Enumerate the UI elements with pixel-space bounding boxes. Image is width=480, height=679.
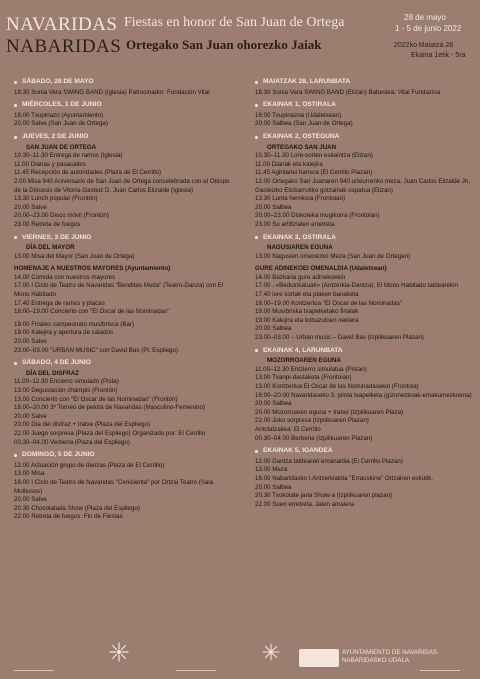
event-line: 13.30 Lunch popular (Frontón)	[14, 195, 98, 203]
day-heading	[255, 101, 477, 110]
event-line: 20.00–23.00 Disco móvil (Frontón)	[14, 212, 109, 220]
event-line: 13.00 Nagusien omenezko Meza (San Juan de Ortegan)	[255, 252, 411, 260]
event-line: 19.00 Mus/briska txapelketako finalak	[255, 308, 359, 316]
bullet-icon	[255, 349, 258, 352]
town-hall-name-eu: NABARIDASKO UDALA	[342, 657, 410, 664]
bullet-icon	[255, 236, 258, 239]
event-line: 12.00 Actuación grupo de danzas (Plaza de El Cerrillo)	[14, 461, 165, 469]
day-heading	[255, 447, 477, 456]
footer-flourish-right	[420, 670, 460, 671]
day-heading	[255, 347, 477, 356]
event-line: 23.00 Retreta de fuegos	[14, 220, 81, 228]
day-subtitle: ORTEGAKO SAN JUAN	[267, 143, 337, 151]
day-heading	[14, 78, 236, 87]
event-line: 17.40 lore sortak eta plaken banaketa	[255, 291, 359, 299]
event-line: 20.00 Salve	[14, 496, 47, 504]
event-line: 00.30–04.00 Verbena (Plaza del Espliego)	[14, 438, 130, 446]
day-label: MIÉRCOLES, 1 DE JUNIO	[22, 101, 102, 109]
day-heading	[255, 133, 477, 142]
section-subtitle: HOMENAJE A NUESTROS MAYORES (Ayuntamiento)	[14, 265, 171, 273]
event-line: 17.00 I Ciclo de Teatro de Navaridas "Benditas Muda" (Teatro-Danza) con El Mono Habitado	[14, 282, 224, 299]
day-heading	[255, 234, 477, 243]
town-name-eu: NABARIDAS	[6, 36, 122, 57]
day-label: DOMINGO, 5 DE JUNIO	[22, 451, 95, 459]
date-eu-2: Ekaina 1etik - 5ra	[411, 52, 466, 59]
date-eu-1: 2022ko Maiatza 28	[394, 42, 454, 49]
event-line: 20.00–23.00 Diskoteka mugikorra (Frontoian)	[255, 212, 380, 220]
event-line: 22.00 Suen erretreta. Jaien amaiera	[255, 500, 355, 508]
event-line: 20.00 Salbea	[255, 325, 292, 333]
event-line: 23.00 Su artifizialen erretreta	[255, 220, 335, 228]
event-line: 17.00 . «Beduinkatuak» (Antzerkia-Dantza), El Mono Habitado taldearekin	[255, 282, 458, 290]
day-label: EKAINAK 3, OSTIRALA	[263, 233, 336, 241]
event-line: 11.45 Agintariei harrera (El Cerrillo Plazan)	[255, 169, 373, 177]
event-line: 13.00 Misa	[14, 470, 45, 478]
event-line: 20.00 Salve (San Juan de Ortega)	[14, 120, 108, 128]
bullet-icon	[14, 136, 17, 139]
event-line: 19.00 Kalejira y apertura de calados	[14, 329, 114, 337]
section-subtitle: GURE ADINEKOEI OMENALDIA (Udaletxean)	[255, 265, 387, 273]
bullet-icon	[255, 81, 258, 84]
event-line: 11.00 Dianas y pasacalles	[14, 160, 86, 168]
star-ornament-icon	[262, 643, 280, 661]
date-es-2: 1 - 5 de junio 2022	[395, 24, 462, 33]
day-label: SÁBADO, 28 DE MAYO	[22, 78, 94, 85]
event-line: 18.30 Sonia Vera SWING BAND (Elizan) Babeslea: Vital Fundazioa	[255, 88, 441, 96]
day-heading	[255, 78, 477, 87]
bullet-icon	[255, 136, 258, 139]
event-line: 20.00 Salbea	[255, 400, 292, 408]
event-line: Antolatzailea: El Cerrillo	[255, 425, 321, 433]
day-label: EKAINAK 5, IGANDEA	[263, 447, 333, 455]
event-line: 18.00 Nabaridasko I.Antzerkialdia "Errauskine" Ortzairen eskutik.	[255, 474, 434, 482]
day-subtitle: NAGUSIAREN EGUNA	[267, 244, 333, 252]
day-heading	[14, 451, 236, 460]
event-line: 13.00 Kontzertua El Oscar de las Nominadasekin (Frontoia)	[255, 383, 419, 390]
poster-header	[0, 0, 480, 70]
event-line: 20.30 Chocolatada Show (Plaza del Espliego)	[14, 504, 140, 512]
day-subtitle: SAN JUAN DE ORTEGA	[26, 143, 97, 151]
event-line: 10.30–11.30 Entrega de ramos (Iglesia)	[14, 152, 123, 160]
event-line: 10.30–11.30 Lore-sorten eskaintza (Elizan)	[255, 152, 373, 160]
event-line: 11.00 Dianak eta kalejira	[255, 160, 323, 168]
spanish-program-column	[14, 74, 236, 522]
basque-program-column	[255, 74, 477, 509]
bullet-icon	[255, 450, 258, 453]
event-line: 18.00–20.00 3º Torneo de pelota de Navaridas (Masculino-Femenino)	[14, 404, 205, 412]
event-line: 11.00–12.30 Entzierro simulatua (Pistan)	[255, 365, 367, 373]
event-line: 13.00 Concierto con "El Oscar de las Nominadas" (Frontón)	[14, 395, 178, 403]
event-line: 18.00 Txupinazoa (Udaletxean)	[255, 111, 342, 119]
bullet-icon	[14, 236, 17, 239]
town-name-es: NAVARIDAS	[6, 14, 118, 35]
event-line: 20.00 Mozorroaren eguna + Iratxe (Izpilikuaren Plaza)	[255, 408, 404, 416]
event-line: 20.00 Salbea (San Juan de Ortega)	[255, 120, 353, 128]
event-line: 17.40 Entrega de ramos y placas	[14, 299, 105, 307]
event-line: 11.45 Recepción de autoridades (Plaza de El Cerrillo)	[14, 169, 162, 177]
title-eu: Ortegako San Juan ohorezko Jaiak	[126, 37, 322, 52]
event-line: 00.30–04.00 Berbena (Izpilikuaren Plazan)	[255, 434, 373, 442]
event-line: 20.00 Salbea	[255, 483, 292, 491]
event-line: 2.00 Misa 940 Aniversario de San Juan de Ortega concelebrada con el Obispo de la Diócesis de Vitoria-Gasteiz D. Juan Carlos Elizalde (Iglesia)	[14, 177, 230, 194]
event-line: 13.00 Misa del Mayor (San Juan de Ortega)	[14, 252, 135, 260]
event-line: 18.00–19.00 Concierto con "El Oscar de las Nominadas"	[14, 308, 170, 316]
sun-ornament-icon	[108, 641, 130, 663]
event-line: 12.00 Dantza taldearen emanaldia (El Cerrillo Plazan)	[255, 457, 403, 465]
day-heading	[14, 133, 236, 142]
event-line: 22.00 Retreta de fuegos. Fin de Fiestas	[14, 513, 123, 521]
town-coat-of-arms-icon	[299, 649, 339, 667]
day-label: MAIATZAK 28, LARUNBATA	[263, 78, 351, 85]
event-line: 11.00–12.30 Encierro simulado (Pista)	[14, 378, 119, 386]
event-line: 13.00 Txanpi-dastaketa (Frontoian)	[255, 374, 352, 382]
event-line: 20.00 Salbea	[255, 203, 292, 211]
day-label: SÁBADO, 4 DE JUNIO	[22, 359, 91, 367]
town-hall-name-es: AYUNTAMIENTO DE NAVARIDAS	[342, 649, 437, 656]
footer-flourish-left	[14, 670, 54, 671]
day-subtitle: MOZORROAREN EGUNA	[267, 357, 341, 365]
event-line: 20.30 Txokolate jana Show-a (Izpilikuaren plazan)	[255, 492, 393, 500]
event-line: 14.00 Bazkaria gure adinekoekin	[255, 273, 346, 281]
event-line: 20.00 Salve	[14, 338, 47, 346]
event-line: 12.00 Ortegako San Juanaren 940.urteurrenko meza, Juan Carlos Elizalde Jn, Gasteizko Elizbarrutiko gotzainak ospatua (Elizan)	[255, 177, 470, 194]
event-line: 18.00 I Ciclo de Teatro de Navaridas "Cenicienta" por Ortzai Teatro (Sala Multiusos)	[14, 478, 214, 495]
day-heading	[14, 359, 236, 368]
day-heading	[14, 234, 236, 243]
bullet-icon	[14, 81, 17, 84]
event-line: 18.00–19.00 Kontzertua "El Oscar de las Nominadas"	[255, 299, 403, 307]
bullet-icon	[14, 104, 17, 107]
bullet-icon	[255, 104, 258, 107]
event-line: 20.00 Salve	[14, 412, 47, 420]
day-subtitle: DÍA DEL MAYOR	[26, 244, 75, 252]
day-heading	[14, 101, 236, 110]
event-line: 20.00 Día del disfraz + Iratxe (Plaza del Espliego)	[14, 421, 151, 429]
date-es-1: 28 de mayo	[404, 13, 446, 22]
day-label: VIERNES, 3 DE JUNIO	[22, 233, 92, 241]
bullet-icon	[14, 362, 17, 365]
event-line: 13.00 Degustación champis (Frontón)	[14, 387, 118, 394]
day-label: EKAINAK 4, LARUNBATA	[263, 346, 343, 354]
event-line: 13.00 Meza	[255, 466, 288, 474]
event-line: 14.00 Comida con nuestros mayores	[14, 273, 116, 281]
day-label: EKAINAK 2, OSTEGUNA	[263, 132, 340, 140]
event-line: 19.00 Kalejira eta kobazuloen irekiera	[255, 316, 359, 324]
event-line: 19.00 Finales campeonato mus/brisca (Bar)	[14, 320, 135, 328]
event-line: 18.00 Txupinazo (Ayuntamiento)	[14, 111, 104, 119]
day-label: JUEVES, 2 DE JUNIO	[22, 132, 89, 140]
footer-flourish-mid	[176, 670, 216, 671]
event-line: 23.00–03.00 "URBAN MUSIC" con David Bas (Pl. Espliego)	[14, 346, 178, 354]
bullet-icon	[14, 454, 17, 457]
event-line: 22.00 Juego sorpresa (Plaza del Espliego) Organizado por: El Cerrillo	[14, 429, 206, 437]
event-line: 22.00 Joko sorpresa (Izpilikuaren Plazan)	[255, 417, 369, 425]
day-label: EKAINAK 1, OSTIRALA	[263, 101, 336, 109]
event-line: 18.00–20.00 Navaridaseko 3. pilota txapelketa (gizonezkoak-emakumezkoena)	[255, 391, 472, 399]
title-es: Fiestas en honor de San Juan de Ortega	[124, 15, 345, 30]
event-line: 20.00 Salve	[14, 203, 47, 211]
event-line: 18.30 Sonia Vera SWING BAND (Iglesia) Patrocinador: Fundación Vital	[14, 88, 210, 96]
event-line: 13.30 Lunta herrikoia (Frontoian)	[255, 195, 346, 203]
event-line: 23.00–03.00 – Urban music – David Bas (Izpilikuaren Plazan)	[255, 334, 424, 342]
day-subtitle: DÍA DEL DISFRAZ	[26, 369, 79, 377]
